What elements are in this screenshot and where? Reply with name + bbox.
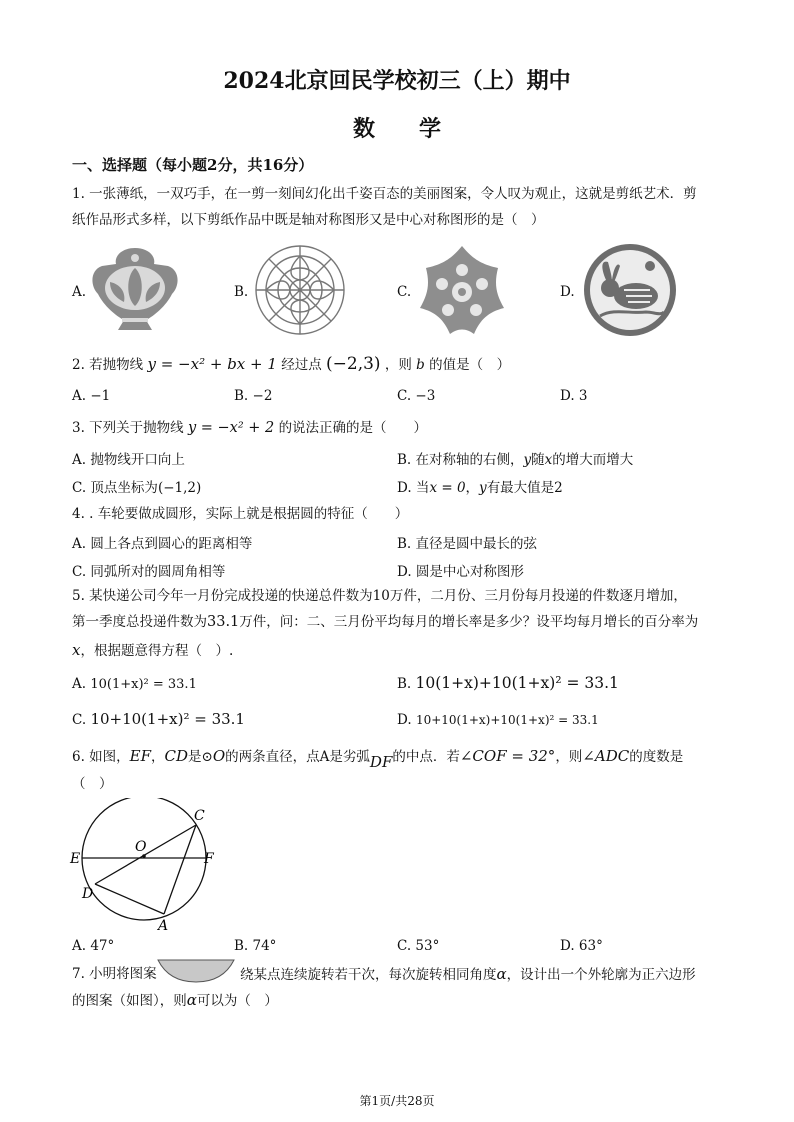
q5-line1: 5. 某快递公司今年一月份完成投递的快递总件数为10万件，二月份、三月份每月投递的件数逐月增加， [72, 588, 687, 604]
q3-option-c-a: C. 顶点坐标为 [72, 480, 158, 496]
q6-comma: ， [151, 749, 165, 765]
chord-da [95, 884, 164, 914]
q3-option-c-formula: (−1,2) [157, 480, 202, 496]
q7-stem-c: ，设计出一个外轮廓为正六边形 [506, 967, 696, 983]
q2-stem [72, 354, 510, 375]
label-e: E [70, 851, 81, 867]
q5-line3 [72, 640, 233, 661]
q2-var-b: b [416, 357, 425, 373]
q5-line2 [72, 612, 698, 632]
q2-option-c: C. −3 [397, 388, 436, 404]
q3-option-c [72, 476, 201, 496]
q3-parabola-formula: y = −x² + 2 [187, 420, 275, 436]
q5-option-d [397, 712, 599, 728]
segment-shape-icon [156, 958, 236, 984]
papercut-mandala-image [252, 242, 348, 338]
q5-var-x: x [72, 641, 81, 659]
q7-line2-alpha: α [186, 991, 197, 1009]
q2-stem-a: 2. 若抛物线 [72, 357, 144, 373]
q5-option-a-label: A. [72, 676, 87, 692]
q5-option-c [72, 710, 245, 728]
q3-option-d [397, 476, 563, 496]
q1-option-b: B. [234, 284, 249, 300]
chord-ca [164, 825, 196, 914]
label-o: O [135, 839, 147, 855]
q3-option-b [397, 448, 633, 468]
section-heading: 一、选择题（每小题2分，共16分） [72, 156, 314, 174]
q5-option-c-formula: 10+10(1+x)² = 33.1 [90, 710, 245, 728]
q5-option-b-label: B. [397, 676, 412, 692]
q2-stem-b: 经过点 [281, 357, 322, 373]
label-c: C [194, 808, 205, 824]
papercut-vase-image [88, 246, 182, 334]
label-a: A [158, 918, 169, 934]
q6-stem-a: 6. 如图， [72, 749, 130, 765]
q5-line2-b: 万件，问：二、三月份平均每月的增长率是多少？设平均每月增长的百分率为 [239, 614, 699, 630]
q4-option-c: C. 同弧所对的圆周角相等 [72, 564, 226, 580]
q6-stem [72, 746, 684, 771]
q6-option-b: B. 74° [234, 938, 277, 954]
q5-option-c-label: C. [72, 712, 87, 728]
q2-option-b: B. −2 [234, 388, 273, 404]
q2-option-d: D. 3 [560, 388, 588, 404]
q6-cd: CD [164, 747, 189, 765]
q7-alpha: α [496, 965, 507, 983]
q4-option-a: A. 圆上各点到圆心的距离相等 [72, 536, 253, 552]
q3-stem [72, 418, 427, 438]
q6-arc-df: DF [369, 753, 393, 771]
q2-option-a: A. −1 [72, 388, 111, 404]
q6-angle-cof: ∠COF = 32° [459, 747, 556, 765]
q6-option-a: A. 47° [72, 938, 115, 954]
q3-option-d-y: y [479, 480, 487, 496]
q6-o: O [212, 747, 226, 765]
q6-stem-e: ，则 [555, 749, 583, 765]
q7-stem-rest [240, 964, 696, 985]
q5-line2-a: 第一季度总投递件数为 [72, 614, 207, 630]
q3-option-b-y: y [523, 452, 532, 468]
q3-option-d-a: D. 当 [397, 480, 430, 496]
q6-option-c: C. 53° [397, 938, 440, 954]
q6-ef: EF [129, 747, 152, 765]
q2-point: (−2,3) [326, 354, 381, 374]
q3-option-b-c: 的增大而增大 [552, 452, 634, 468]
q6-stem-f: 的度数是 [629, 749, 684, 765]
q3-option-d-formula: x = 0 [429, 480, 466, 496]
q3-option-b-a: B. 在对称轴的右侧， [397, 452, 524, 468]
q7-stem-a: 7. 小明将图案 [72, 966, 157, 982]
q1-line2: 纸作品形式多样，以下剪纸作品中既是轴对称图形又是中心对称图形的是（ ） [72, 212, 545, 228]
q5-option-d-label: D. [397, 712, 412, 728]
q6-option-d: D. 63° [560, 938, 603, 954]
q1-line1: 1. 一张薄纸，一双巧手，在一剪一刻间幻化出千姿百态的美丽图案，令人叹为观止，这就是剪纸艺术．剪 [72, 186, 697, 202]
q4-option-d: D. 圆是中心对称图形 [397, 564, 524, 580]
q5-option-a [72, 676, 197, 692]
q6-stem-b: 是⊙ [188, 749, 213, 765]
q5-total: 33.1 [207, 614, 240, 630]
q1-option-d: D. [560, 284, 575, 300]
q4-stem: 4. . 车轮要做成圆形，实际上就是根据圆的特征（ ） [72, 506, 409, 522]
q3-option-d-c: 有最大值是2 [486, 480, 563, 496]
q5-option-a-formula: 10(1+x)² = 33.1 [90, 677, 197, 692]
q7-stem-b: 绕某点连续旋转若干次，每次旋转相同角度 [240, 967, 497, 983]
q5-line3-b: ，根据题意得方程（ ）. [80, 643, 234, 659]
q2-parabola-formula: y = −x² + bx + 1 [147, 355, 277, 373]
papercut-flower-image [414, 242, 510, 338]
q6-stem-d: 的中点．若 [392, 749, 460, 765]
q5-option-b-formula: 10(1+x)+10(1+x)² = 33.1 [415, 674, 619, 692]
q5-option-d-formula: 10+10(1+x)+10(1+x)² = 33.1 [415, 713, 599, 727]
q2-stem-c: ，则 [384, 357, 412, 373]
q3-option-b-b: 随 [531, 452, 545, 468]
q3-stem-b: 的说法正确的是（ ） [278, 420, 428, 436]
page-footer: 第1页/共28页 [359, 1094, 435, 1108]
q1-option-a: A. [72, 284, 87, 300]
circle-geometry-figure [68, 798, 228, 934]
q1-option-c: C. [397, 284, 412, 300]
q6-angle-adc: ∠ADC [582, 747, 630, 765]
q3-option-a: A. 抛物线开口向上 [72, 452, 185, 468]
q6-line2: （ ） [72, 776, 113, 792]
label-f: F [204, 851, 214, 867]
q7-line2-a: 的图案（如图），则 [72, 993, 187, 1009]
q7-line2-b: 可以为（ ） [196, 993, 278, 1009]
page-title: 2024北京回民学校初三（上）期中 [223, 68, 571, 94]
q3-option-b-x: x [544, 452, 553, 468]
q3-option-d-b: ， [465, 480, 480, 496]
label-d: D [82, 886, 94, 902]
papercut-rabbit-image [580, 242, 680, 338]
q7-line2 [72, 990, 278, 1011]
q3-stem-a: 3. 下列关于抛物线 [72, 420, 184, 436]
q4-option-b: B. 直径是圆中最长的弦 [397, 536, 538, 552]
q5-option-b [397, 674, 619, 692]
circle-o [82, 798, 206, 920]
page-subtitle: 数 学 [352, 116, 441, 142]
q6-stem-c: 的两条直径，点A是劣弧 [225, 749, 370, 765]
q2-stem-d: 的值是（ ） [429, 357, 511, 373]
